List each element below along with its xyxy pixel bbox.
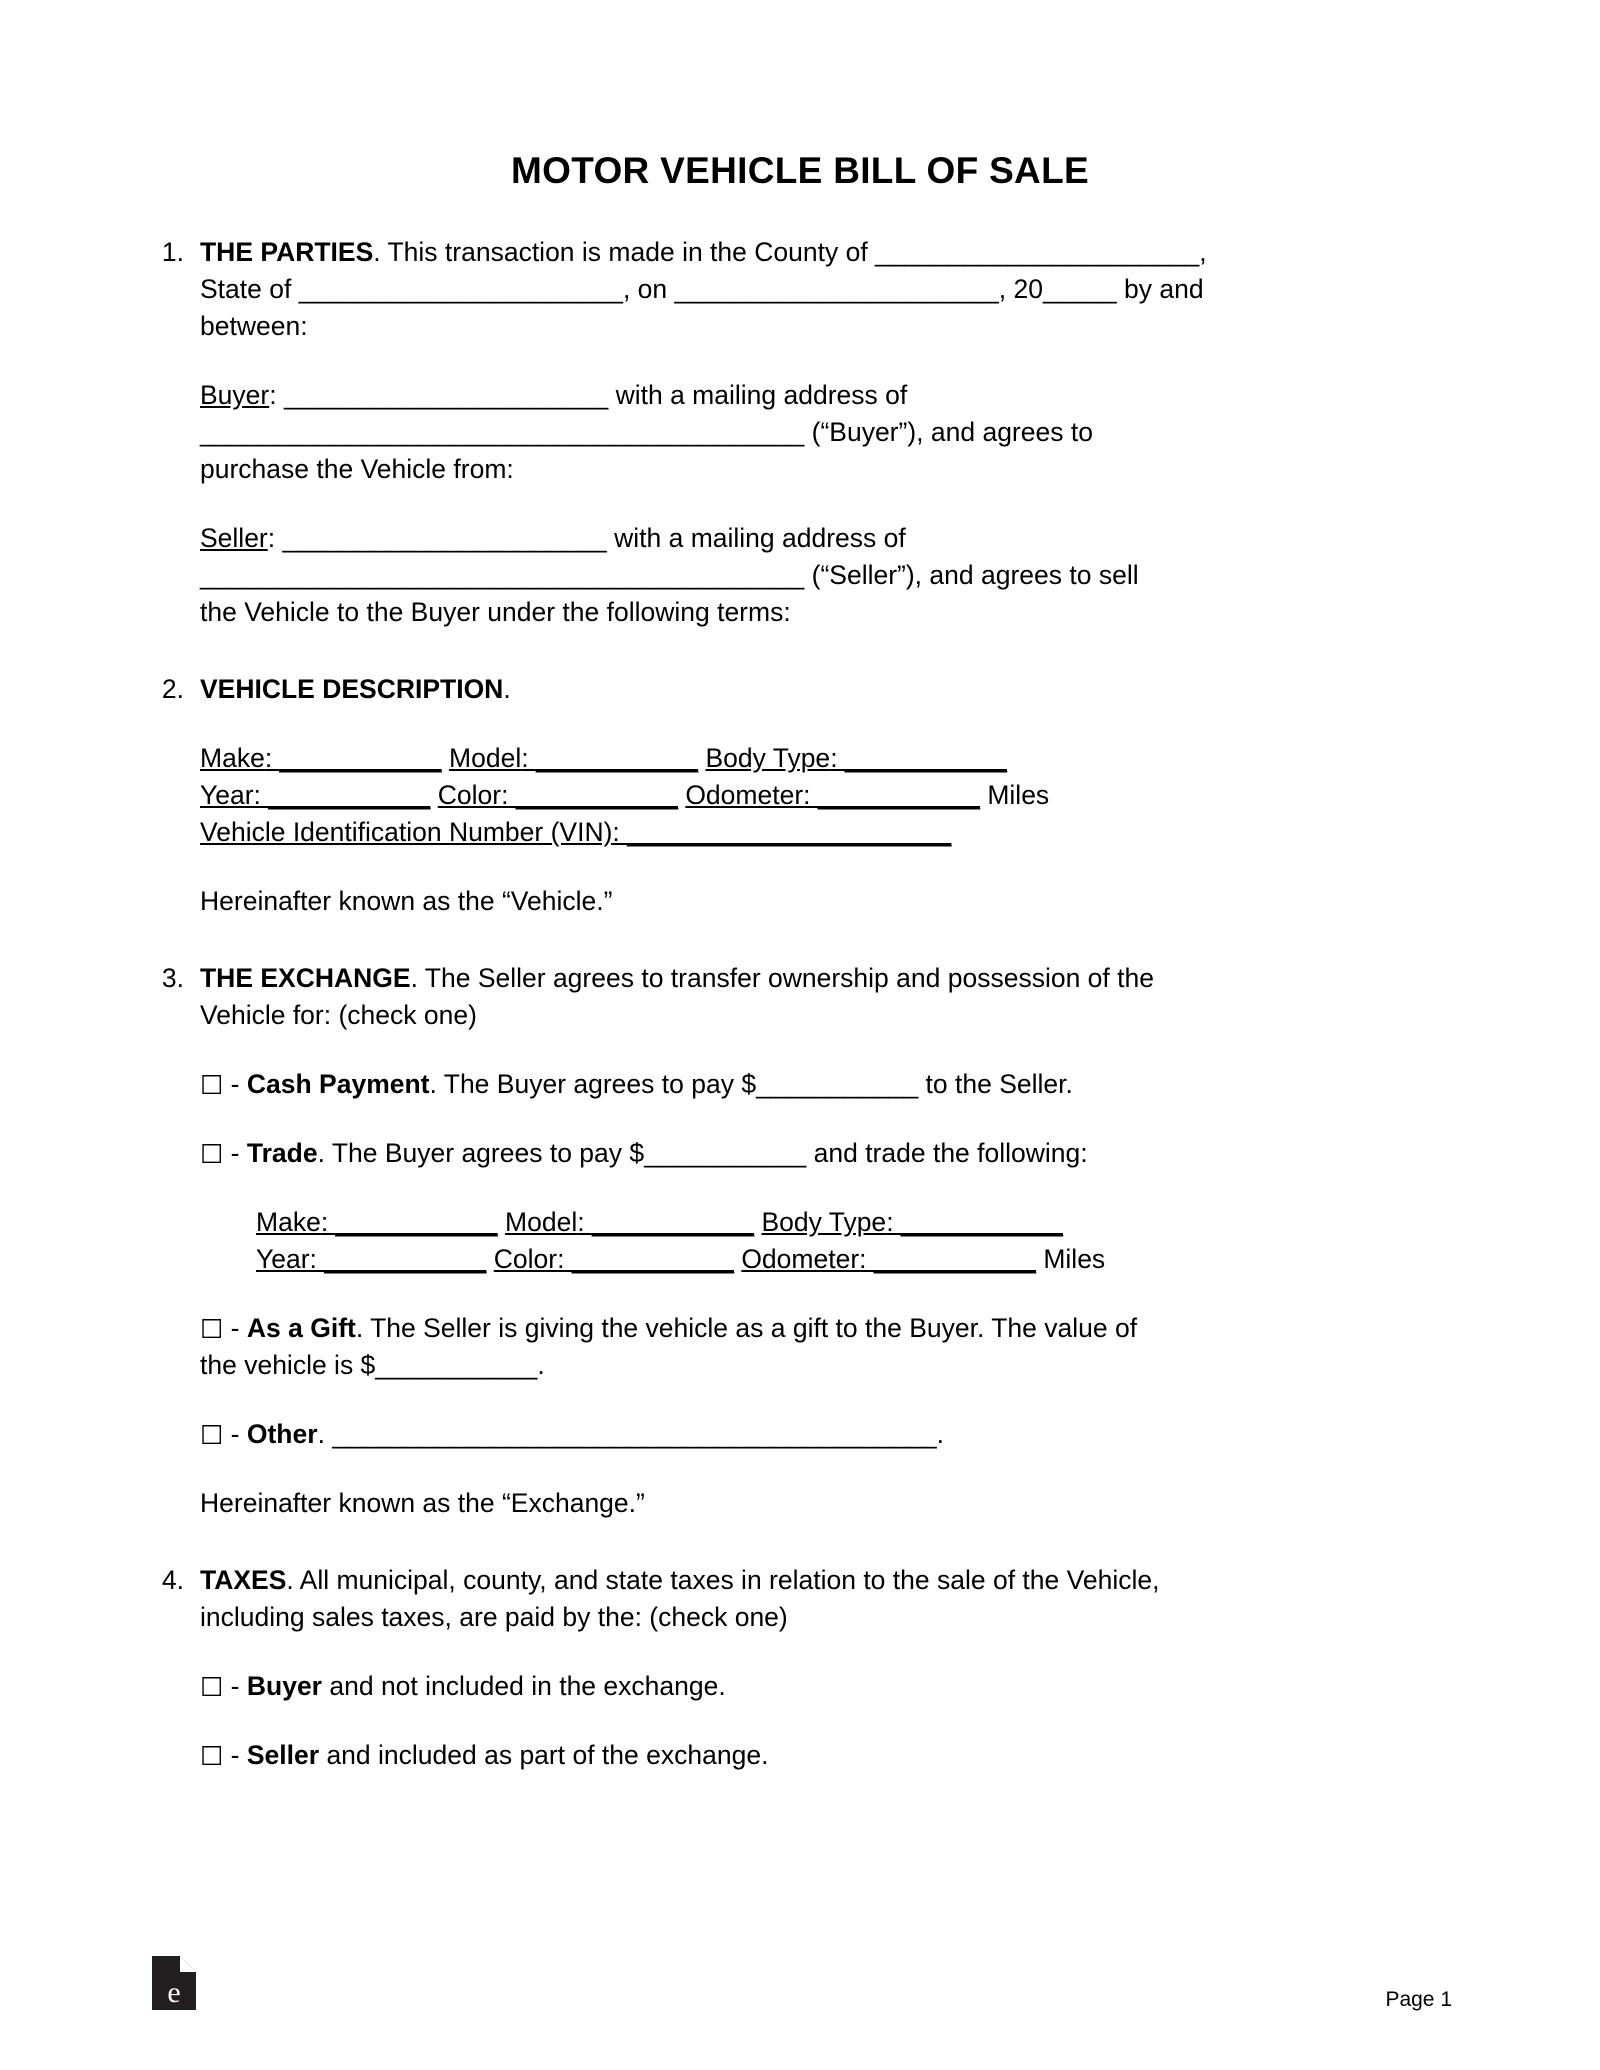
checkbox-icon[interactable]: ☐	[200, 1139, 224, 1169]
gift-value-blank[interactable]: ___________	[375, 1350, 538, 1380]
body-type-blank[interactable]: : ___________	[830, 743, 1008, 773]
exchange-hereinafter: Hereinafter known as the “Exchange.”	[200, 1488, 645, 1518]
taxes-seller-text: and included as part of the exchange.	[319, 1740, 769, 1770]
seller-address-text: (“Seller”), and agrees to sell	[804, 560, 1139, 590]
exchange-hereinafter-row	[148, 1485, 1452, 1522]
cash-payment-label: Cash Payment	[246, 1069, 430, 1099]
page-title: MOTOR VEHICLE BILL OF SALE	[511, 150, 1089, 191]
vehicle-description-suffix: .	[503, 674, 511, 704]
clause-number: 3.	[161, 963, 184, 993]
cash-amount-blank[interactable]: ___________	[756, 1069, 919, 1099]
checkbox-icon[interactable]: ☐	[200, 1070, 224, 1100]
option-trade[interactable]	[200, 1135, 1452, 1172]
trade-vehicle-fields	[256, 1204, 1452, 1278]
clause-text	[200, 1562, 1452, 1636]
body-type-label: Body Type	[705, 743, 831, 773]
trade-odometer-units: Miles	[1035, 1244, 1106, 1274]
odometer-units: Miles	[979, 780, 1050, 810]
color-blank[interactable]: : ___________	[501, 780, 678, 810]
make-label: Make	[200, 743, 265, 773]
color-label: Color	[437, 780, 502, 810]
other-label: Other	[246, 1419, 318, 1449]
buyer-address-text: (“Buyer”), and agrees to	[804, 417, 1093, 447]
seller-name-blank[interactable]: ______________________	[282, 523, 607, 553]
clause-the-exchange	[148, 960, 1452, 1034]
vin-field	[200, 817, 951, 847]
year-field	[200, 780, 430, 810]
trade-text-b: and trade the following:	[806, 1138, 1088, 1168]
parties-line1-b: ,	[1199, 237, 1207, 267]
trade-body-type-label: Body Type	[761, 1207, 887, 1237]
trade-dash: -	[223, 1138, 247, 1168]
seller-address-blank[interactable]: _________________________________________	[200, 560, 805, 590]
buyer-closing-text: purchase the Vehicle from:	[200, 454, 514, 484]
exchange-intro-a: . The Seller agrees to transfer ownership and possession of the	[410, 963, 1154, 993]
gift-text-a: . The Seller is giving the vehicle as a gift to the Buyer. The value of	[355, 1313, 1138, 1343]
vehicle-hereinafter-row	[148, 883, 1452, 920]
clause-heading-exchange: THE EXCHANGE	[200, 963, 411, 993]
parties-line3: between:	[200, 311, 308, 341]
trade-odometer-label: Odometer	[741, 1244, 860, 1274]
vin-label: Vehicle Identification Number (VIN)	[200, 817, 613, 847]
taxes-intro-a: . All municipal, county, and state taxes in relation to the sale of the Vehicle,	[286, 1565, 1160, 1595]
year-label: Year	[200, 780, 254, 810]
taxes-buyer-label: Buyer	[246, 1671, 322, 1701]
buyer-colon: :	[269, 380, 284, 410]
parties-line2-c: , 20	[998, 274, 1043, 304]
other-blank[interactable]: _________________________________________	[332, 1419, 937, 1449]
trade-make-field	[256, 1207, 498, 1237]
model-field	[449, 743, 698, 773]
trade-year-label: Year	[256, 1244, 310, 1274]
trade-body-type-blank[interactable]: : ___________	[886, 1207, 1064, 1237]
date-blank[interactable]: ______________________	[674, 274, 999, 304]
buyer-text: with a mailing address of	[608, 380, 908, 410]
vehicle-fields	[200, 740, 1452, 851]
trade-model-label: Model	[505, 1207, 578, 1237]
other-dash: -	[223, 1419, 247, 1449]
page-footer	[148, 1954, 1452, 2012]
trade-color-blank[interactable]: : ___________	[557, 1244, 734, 1274]
seller-colon: :	[267, 523, 283, 553]
gift-text-b: the vehicle is $	[200, 1350, 376, 1380]
trade-text-a: . The Buyer agrees to pay $	[317, 1138, 645, 1168]
parties-line2-a: State of	[200, 274, 299, 304]
trade-make-label: Make	[256, 1207, 321, 1237]
clause-heading-vehicle-description: VEHICLE DESCRIPTION	[200, 674, 504, 704]
county-blank[interactable]: ______________________	[875, 237, 1200, 267]
cash-dash: -	[223, 1069, 247, 1099]
gift-label: As a Gift	[246, 1313, 356, 1343]
seller-closing-text: the Vehicle to the Buyer under the following terms:	[200, 597, 791, 627]
option-as-a-gift[interactable]	[200, 1310, 1452, 1384]
taxes-buyer-dash: -	[223, 1671, 247, 1701]
trade-year-field	[256, 1244, 486, 1274]
cash-text-b: to the Seller.	[918, 1069, 1073, 1099]
trade-model-blank[interactable]: : ___________	[577, 1207, 755, 1237]
taxes-seller-dash: -	[223, 1740, 247, 1770]
color-field	[438, 780, 678, 810]
buyer-block	[200, 377, 1452, 488]
checkbox-icon[interactable]: ☐	[200, 1672, 224, 1702]
trade-year-blank[interactable]: : ___________	[309, 1244, 487, 1274]
clause-heading-parties: THE PARTIES	[200, 237, 374, 267]
trade-make-blank[interactable]: : ___________	[320, 1207, 498, 1237]
clause-heading-taxes: TAXES	[200, 1565, 287, 1595]
cash-text-a: . The Buyer agrees to pay $	[429, 1069, 757, 1099]
seller-block	[200, 520, 1452, 631]
clause-text	[200, 671, 1452, 708]
seller-text: with a mailing address of	[606, 523, 906, 553]
option-taxes-seller[interactable]	[200, 1737, 1452, 1774]
vehicle-hereinafter: Hereinafter known as the “Vehicle.”	[200, 886, 613, 916]
model-blank[interactable]: : ___________	[521, 743, 699, 773]
parties-line1-a: . This transaction is made in the County of	[373, 237, 876, 267]
clause-text	[200, 960, 1452, 1034]
year-blank[interactable]: _____	[1042, 274, 1117, 304]
other-text-a: .	[317, 1419, 333, 1449]
option-other[interactable]	[200, 1416, 1452, 1453]
clause-taxes	[148, 1562, 1452, 1636]
option-taxes-buyer[interactable]	[200, 1668, 1452, 1705]
trade-model-field	[505, 1207, 754, 1237]
checkbox-icon[interactable]: ☐	[200, 1741, 224, 1771]
exchange-intro-b: Vehicle for: (check one)	[200, 1000, 477, 1030]
odometer-label: Odometer	[685, 780, 804, 810]
trade-odometer-field	[741, 1244, 1036, 1274]
gift-text-c: .	[537, 1350, 545, 1380]
trade-odometer-blank[interactable]: : ___________	[859, 1244, 1036, 1274]
gift-dash: -	[223, 1313, 247, 1343]
clause-text	[200, 234, 1452, 345]
year-blank[interactable]: : ___________	[253, 780, 431, 810]
other-text-b: .	[936, 1419, 944, 1449]
clause-vehicle-description	[148, 671, 1452, 708]
clause-number: 2.	[161, 674, 184, 704]
parties-line2-d: by and	[1116, 274, 1204, 304]
eforms-logo[interactable]	[148, 1954, 200, 2012]
trade-amount-blank[interactable]: ___________	[644, 1138, 807, 1168]
taxes-buyer-text: and not included in the exchange.	[322, 1671, 726, 1701]
checkbox-icon[interactable]: ☐	[200, 1314, 224, 1344]
document-icon	[148, 1954, 200, 2012]
odometer-field	[685, 780, 980, 810]
seller-label: Seller	[200, 523, 268, 553]
trade-label: Trade	[246, 1138, 318, 1168]
model-label: Model	[449, 743, 522, 773]
checkbox-icon[interactable]: ☐	[200, 1420, 224, 1450]
buyer-address-blank[interactable]: _________________________________________	[200, 417, 805, 447]
svg-text:e: e	[167, 1976, 181, 2009]
option-cash-payment[interactable]	[200, 1066, 1452, 1103]
body-type-field	[705, 743, 1007, 773]
make-blank[interactable]: : ___________	[264, 743, 442, 773]
clause-number: 1.	[161, 237, 184, 267]
taxes-seller-label: Seller	[246, 1740, 320, 1770]
taxes-intro-b: including sales taxes, are paid by the: (check one)	[200, 1602, 788, 1632]
clause-number: 4.	[161, 1565, 184, 1595]
trade-color-field	[494, 1244, 734, 1274]
buyer-label: Buyer	[200, 380, 270, 410]
page-number: Page 1	[1385, 1988, 1452, 2011]
trade-color-label: Color	[493, 1244, 558, 1274]
buyer-name-blank[interactable]: ______________________	[283, 380, 609, 410]
odometer-blank[interactable]: : ___________	[803, 780, 980, 810]
clause-the-parties	[148, 234, 1452, 345]
vin-blank[interactable]: : ______________________	[612, 817, 952, 847]
make-field	[200, 743, 442, 773]
parties-line2-b: , on	[622, 274, 675, 304]
trade-body-type-field	[761, 1207, 1063, 1237]
state-blank[interactable]: ______________________	[298, 274, 623, 304]
